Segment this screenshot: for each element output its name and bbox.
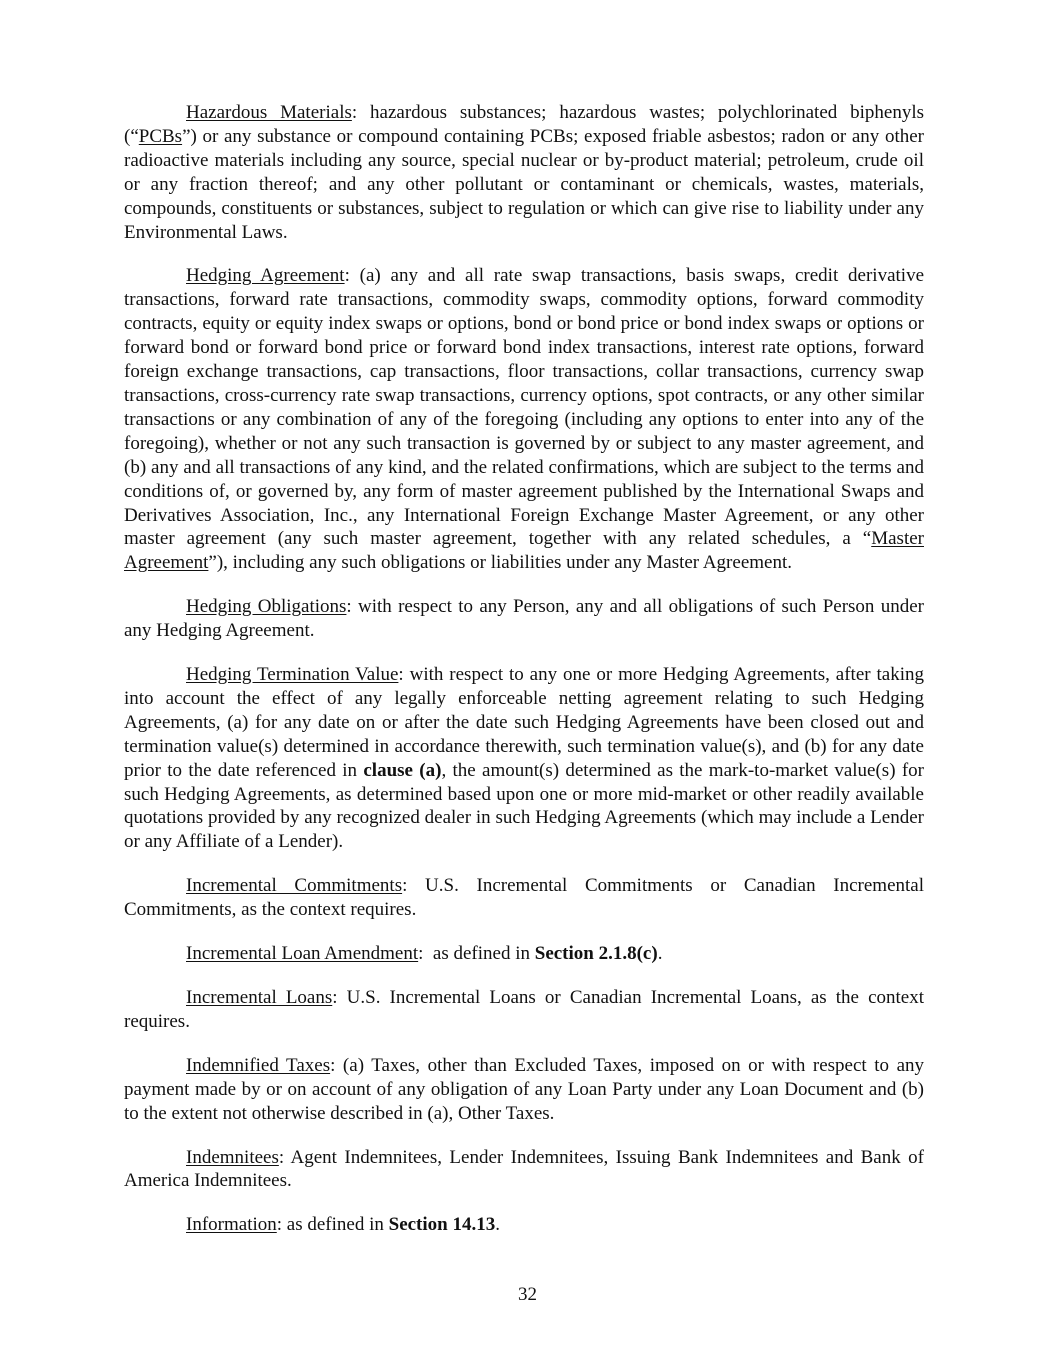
- definition-hedging-agreement: [124, 264, 924, 575]
- definition-indemnified-taxes: [124, 1054, 924, 1126]
- definition-text: : (a) Taxes, other than Excluded Taxes, imposed on or with respect to any payment made by or on account of any obligation of any Loan Party under any Loan Document and (b) to the extent not otherwise described in (a), Other Taxes.: [124, 1054, 924, 1124]
- defined-term: Hedging Obligations: [186, 596, 347, 618]
- cross-reference: Section 2.1.8(c): [534, 943, 658, 965]
- definition-text: .: [657, 943, 663, 965]
- definition-text: : hazardous substances; hazardous wastes; polychlorinated biphenyls (“: [124, 102, 925, 147]
- definition-text: ”), including any such obligations or liabilities under any Master Agreement.: [208, 552, 792, 574]
- defined-term: Indemnified Taxes: [186, 1054, 331, 1076]
- cross-reference: Section 14.13: [388, 1214, 496, 1236]
- defined-term-inline: PCBs: [138, 125, 183, 147]
- definition-hedging-termination-value: [124, 663, 924, 854]
- defined-term: Incremental Loans: [186, 987, 333, 1008]
- defined-term: Information: [186, 1214, 277, 1236]
- definitions-list: [124, 101, 924, 1257]
- defined-term-inline: Master Agreement: [124, 528, 924, 574]
- definition-incremental-commitments: [124, 874, 924, 922]
- definition-text: : as defined in: [276, 1214, 389, 1236]
- definition-text: .: [495, 1214, 500, 1236]
- definition-text: : with respect to any Person, any and all obligations of such Person under any Hedging Agreement.: [124, 596, 924, 642]
- defined-term: Hazardous Materials: [186, 102, 352, 123]
- definition-indemnitees: [124, 1146, 924, 1194]
- definition-text: : Agent Indemnitees, Lender Indemnitees, Issuing Bank Indemnitees and Bank of America Indemnitees.: [124, 1146, 924, 1192]
- definition-text: , the amount(s) determined as the mark-to-market value(s) for such Hedging Agreements, as determined based upon one or more mid-market or other readily available quotations provided by any recognized dealer in such Hedging Agreements (which may include a Lender or any Affiliate of a Lender).: [124, 759, 924, 853]
- definition-text: : as defined in: [418, 943, 535, 965]
- defined-term: Incremental Commitments: [186, 875, 403, 897]
- definition-text: : U.S. Incremental Loans or Canadian Incremental Loans, as the context requires.: [124, 987, 925, 1032]
- definition-text: : with respect to any one or more Hedging Agreements, after taking into account the effect of any legally enforceable netting agreement relating to such Hedging Agreements, (a) for any date on or after the date such Hedging Agreements have been closed out and termination value(s) determined in accordance therewith, such termination value(s), and (b) for any date prior to the date referenced in: [124, 664, 924, 781]
- definition-text: ”) or any substance or compound containing PCBs; exposed friable asbestos; radon or any other radioactive materials including any source, special nuclear or by-product material; petroleum, crude oil or any fraction thereof; and any other pollutant or contaminant or chemicals, wastes, materials, compounds, constituents or substances, subject to regulation or which can give rise to liability under any Environmental Laws.: [124, 125, 924, 243]
- definition-text: : U.S. Incremental Commitments or Canadian Incremental Commitments, as the context requires.: [124, 875, 924, 921]
- cross-reference: clause (a): [363, 759, 442, 781]
- defined-term: Hedging Agreement: [186, 265, 345, 287]
- definition-hazardous-materials: [124, 101, 924, 244]
- definition-text: : (a) any and all rate swap transactions, basis swaps, credit derivative transactions, forward rate transactions, commodity swaps, commodity options, forward commodity contracts, equity or equity index swaps or options, bond or bond price or bond index swaps or options or forward bond or forward bond price or forward bond index transactions, interest rate options, forward foreign exchange transactions, cap transactions, floor transactions, collar transactions, currency swap transactions, cross-currency rate swap transactions, currency options, spot contracts, or any other similar transactions or any combination of any of the foregoing (including any options to enter into any of the foregoing), whether or not any such transaction is governed by or subject to any master agreement, and (b) any and all transactions of any kind, and the related confirmations, which are subject to the terms and conditions of, or governed by, any form of master agreement published by the International Swaps and Derivatives Association, Inc., any International Foreign Exchange Master Agreement, or any other master agreement (any such master agreement, together with any related schedules, a “: [124, 265, 924, 550]
- page-number: 32: [518, 1284, 537, 1305]
- definition-hedging-obligations: [124, 595, 924, 643]
- defined-term: Indemnitees: [186, 1146, 279, 1168]
- defined-term: Hedging Termination Value: [186, 664, 399, 686]
- definition-incremental-loan-amendment: [124, 942, 924, 966]
- defined-term: Incremental Loan Amendment: [186, 943, 419, 965]
- definition-information: [124, 1213, 924, 1237]
- definition-incremental-loans: [124, 986, 924, 1034]
